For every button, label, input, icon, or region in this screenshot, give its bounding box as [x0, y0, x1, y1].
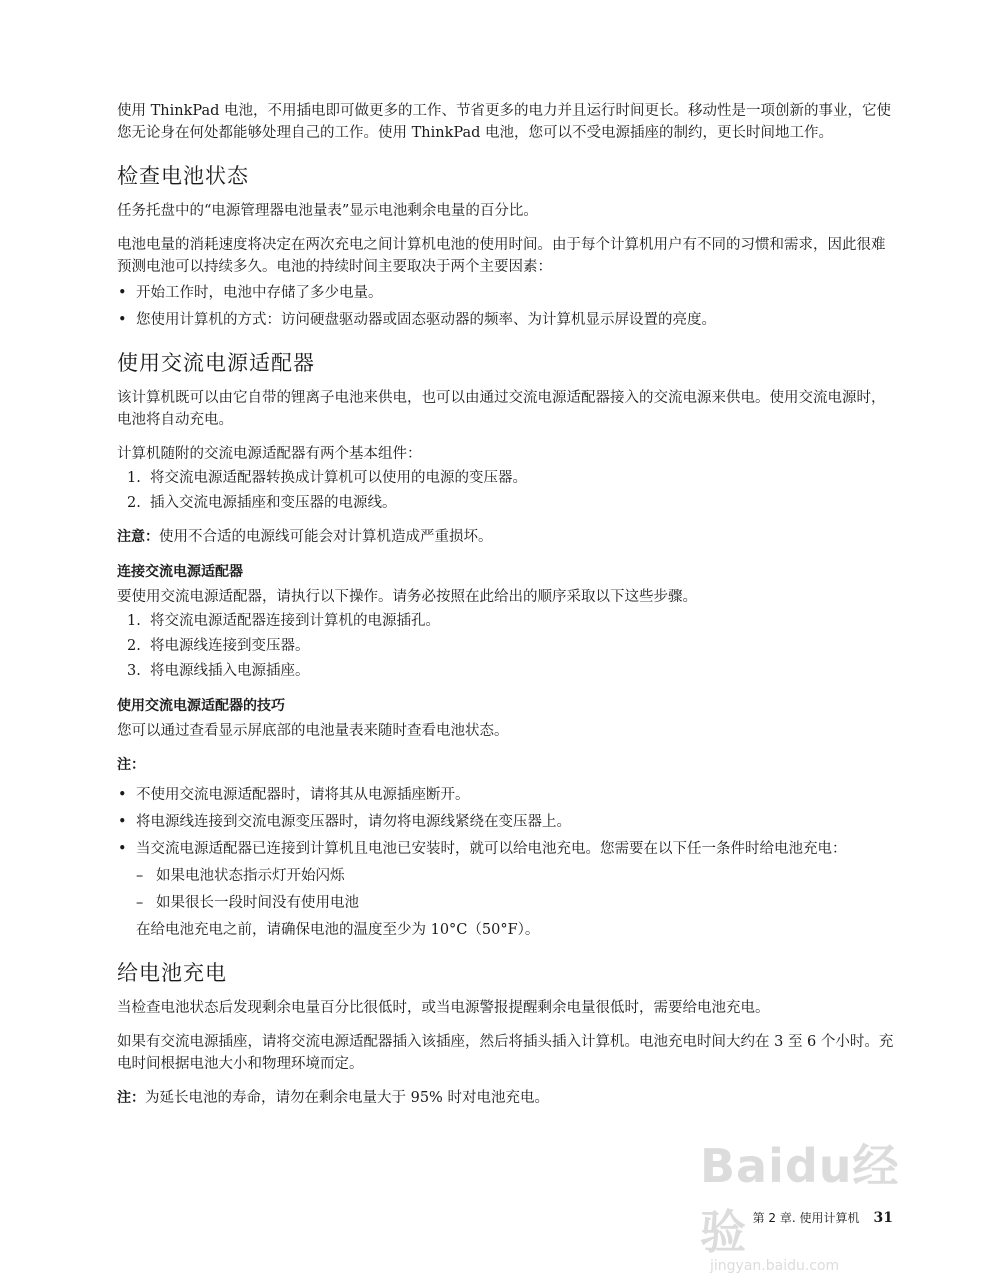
connect-paragraph: 要使用交流电源适配器，请执行以下操作。请务必按照在此给出的顺序采取以下这些步骤。 [117, 589, 697, 605]
bullet-icon: • [118, 312, 127, 328]
document-page [117, 100, 897, 1109]
bullet-icon: • [118, 841, 127, 857]
connect-step-list [117, 610, 897, 682]
page-number: 31 [873, 1210, 893, 1226]
charge-paragraph-2: 如果有交流电源插座，请将交流电源适配器插入该插座，然后将插头插入计算机。电池充电时间大约在 3 至 6 个小时。充电时间根据电池大小和物理环境而定。 [117, 1034, 894, 1072]
list-item: 1. 将交流电源适配器连接到计算机的电源插孔。 [127, 613, 440, 629]
watermark-logo: Baidu经验 [700, 1139, 900, 1259]
watermark-url: jingyan.baidu.com [710, 1258, 840, 1274]
bullet-icon: • [118, 787, 127, 803]
list-item: • 您使用计算机的方式：访问硬盘驱动器或固态驱动器的频率、为计算机显示屏设置的亮度。 [117, 309, 897, 331]
tips-temperature-note: 在给电池充电之前，请确保电池的温度至少为 10°C（50°F）。 [136, 922, 540, 938]
ac-paragraph-2: 计算机随附的交流电源适配器有两个基本组件： [117, 446, 422, 462]
list-item: – 如果很长一段时间没有使用电池 [136, 892, 897, 914]
heading-connect-adapter: 连接交流电源适配器 [117, 564, 243, 580]
list-item: 1. 将交流电源适配器转换成计算机可以使用的电源的变压器。 [127, 470, 527, 486]
list-item: • 开始工作时，电池中存储了多少电量。 [117, 282, 897, 304]
list-item: • 不使用交流电源适配器时，请将其从电源插座断开。 [117, 784, 897, 806]
list-item: – 如果电池状态指示灯开始闪烁 [136, 865, 897, 887]
page-footer [753, 1209, 893, 1226]
check-bullet-list [117, 282, 897, 331]
list-item: 2. 插入交流电源插座和变压器的电源线。 [127, 495, 397, 511]
footer-chapter: 第 2 章. 使用计算机 [752, 1211, 860, 1225]
heading-ac-adapter: 使用交流电源适配器 [117, 351, 315, 375]
ac-paragraph-1: 该计算机既可以由它自带的锂离子电池来供电，也可以由通过交流电源适配器接入的交流电源来供电。使用交流电源时，电池将自动充电。 [117, 390, 886, 428]
bullet-icon: • [118, 285, 127, 301]
list-item: • 当交流电源适配器已连接到计算机且电池已安装时，就可以给电池充电。您需要在以下任一条件时给电池充电： [117, 838, 897, 860]
tips-dash-list [136, 865, 897, 914]
bullet-icon: • [118, 814, 127, 830]
list-item: 2. 将电源线连接到变压器。 [127, 638, 310, 654]
tips-paragraph: 您可以通过查看显示屏底部的电池量表来随时查看电池状态。 [117, 723, 509, 739]
check-paragraph-2: 电池电量的消耗速度将决定在两次充电之间计算机电池的使用时间。由于每个计算机用户有不同的习惯和需求，因此很难预测电池可以持续多久。电池的持续时间主要取决于两个主要因素： [117, 237, 886, 275]
tips-note-label: 注： [117, 757, 145, 773]
list-item: 3. 将电源线插入电源插座。 [127, 663, 310, 679]
intro-paragraph: 使用 ThinkPad 电池，不用插电即可做更多的工作、节省更多的电力并且运行时间更长。移动性是一项创新的事业，它使您无论身在何处都能够处理自己的工作。使用 ThinkPad 电池，您可以不受电源插座的制约，更长时间地工作。 [117, 103, 892, 141]
dash-icon: – [136, 895, 144, 911]
heading-adapter-tips: 使用交流电源适配器的技巧 [117, 698, 285, 714]
charge-paragraph-1: 当检查电池状态后发现剩余电量百分比很低时，或当电源警报提醒剩余电量很低时，需要给电池充电。 [117, 1000, 770, 1016]
heading-check-battery: 检查电池状态 [117, 164, 249, 188]
tips-bullet-list [117, 784, 897, 860]
check-paragraph-1: 任务托盘中的“电源管理器电池量表”显示电池剩余电量的百分比。 [117, 203, 538, 219]
ac-warning-note: 注意：使用不合适的电源线可能会对计算机造成严重损坏。 [117, 529, 493, 545]
list-item: • 将电源线连接到交流电源变压器时，请勿将电源线紧绕在变压器上。 [117, 811, 897, 833]
charge-note: 注：为延长电池的寿命，请勿在剩余电量大于 95% 时对电池充电。 [117, 1090, 549, 1106]
ac-component-list [117, 467, 897, 514]
dash-icon: – [136, 868, 144, 884]
heading-charge-battery: 给电池充电 [117, 961, 227, 985]
